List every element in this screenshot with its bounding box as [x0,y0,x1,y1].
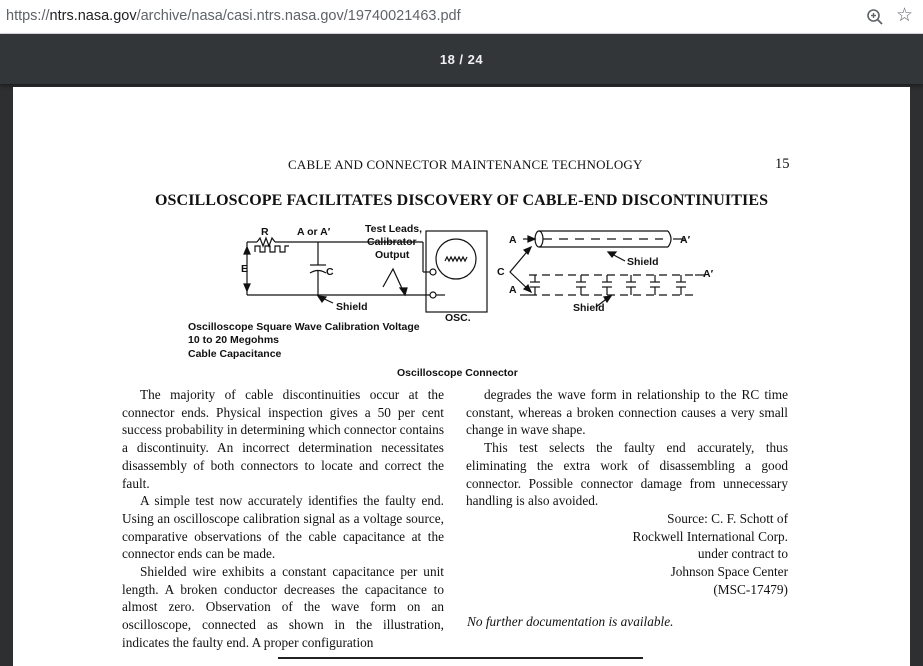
url-scheme: https:// [6,8,50,24]
article-title: OSCILLOSCOPE FACILITATES DISCOVERY OF CABLE-END DISCONTINUITIES [155,192,769,209]
paragraph: The majority of cable discontinuities occur at the connector ends. Physical inspection gives a 50 per cent success probability in determining which connector contains a discontinuity. An incorrect determination necessitates disassembly of both connectors to locate and correct the fault. [122,387,444,491]
left-column [122,386,444,652]
label-shield-bottom: Shield [573,302,605,314]
legend-line-2: 10 to 20 Megohms [188,334,280,346]
pdf-page [13,87,910,666]
label-osc: OSC. [445,312,471,324]
source-line: Johnson Space Center [670,564,788,580]
url-path: /archive/nasa/casi.ntrs.nasa.gov/19740021463.pdf [136,8,461,24]
label-test-leads: Test Leads, [365,223,422,235]
figure-caption: Oscilloscope Connector [397,367,518,379]
label-shield-mid: Shield [627,256,659,268]
label-calibrator: Calibrator [367,236,417,248]
url-text[interactable] [6,8,461,24]
legend-line-3: Cable Capacitance [188,348,282,360]
label-output: Output [375,249,410,261]
running-header: CABLE AND CONNECTOR MAINTENANCE TECHNOLOGY [288,157,643,172]
zoom-icon[interactable] [866,8,884,26]
page-number: 15 [775,156,790,172]
bookmark-star-icon[interactable]: ☆ [896,5,914,26]
label-e: E [241,263,249,275]
label-a-top: A [509,234,517,246]
source-line: Source: C. F. Schott of [667,510,788,526]
source-line: under contract to [697,546,788,562]
url-host: ntrs.nasa.gov [49,8,137,24]
paragraph: Shielded wire exhibits a constant capacitance per unit length. A broken conductor decreases the capacitance to almost zero. Observation of the wave form on an oscilloscope, connected as shown in the illustration, indicates the faulty end. A proper configuration [122,564,444,650]
label-a-or-a-prime: A or A′ [297,226,331,238]
pdf-toolbar [0,34,923,84]
source-line: Rockwell International Corp. [632,528,788,544]
label-a-prime-bottom: A′ [703,268,714,280]
address-bar[interactable] [0,0,923,34]
label-r: R [261,226,269,238]
paragraph: degrades the wave form in relationship to the RC time constant, whereas a broken connection causes a very small change in wave shape. [466,387,788,438]
paragraph: This test selects the faulty end accurately, thus eliminating the extra work of disassembling a good connector. Possible connector damage from unnecessary handling is also avoided. [466,440,788,509]
no-further-documentation: No further documentation is available. [467,614,674,629]
footer-rule [278,657,643,659]
source-line: (MSC-17479) [713,581,788,597]
page-indicator: 18 / 24 [439,52,484,67]
label-c: C [326,266,334,278]
label-c-right: C [497,266,505,278]
right-column [466,386,788,598]
source-block [466,510,788,599]
label-a-bottom: A [509,284,517,296]
label-shield-left: Shield [336,301,368,313]
legend-line-1: Oscilloscope Square Wave Calibration Voltage [188,321,420,333]
paragraph: A simple test now accurately identifies the faulty end. Using an oscilloscope calibration signal as a voltage source, comparative observations of the cable capacitance at the connector ends can be made. [122,493,444,562]
label-a-prime-top: A′ [680,234,691,246]
